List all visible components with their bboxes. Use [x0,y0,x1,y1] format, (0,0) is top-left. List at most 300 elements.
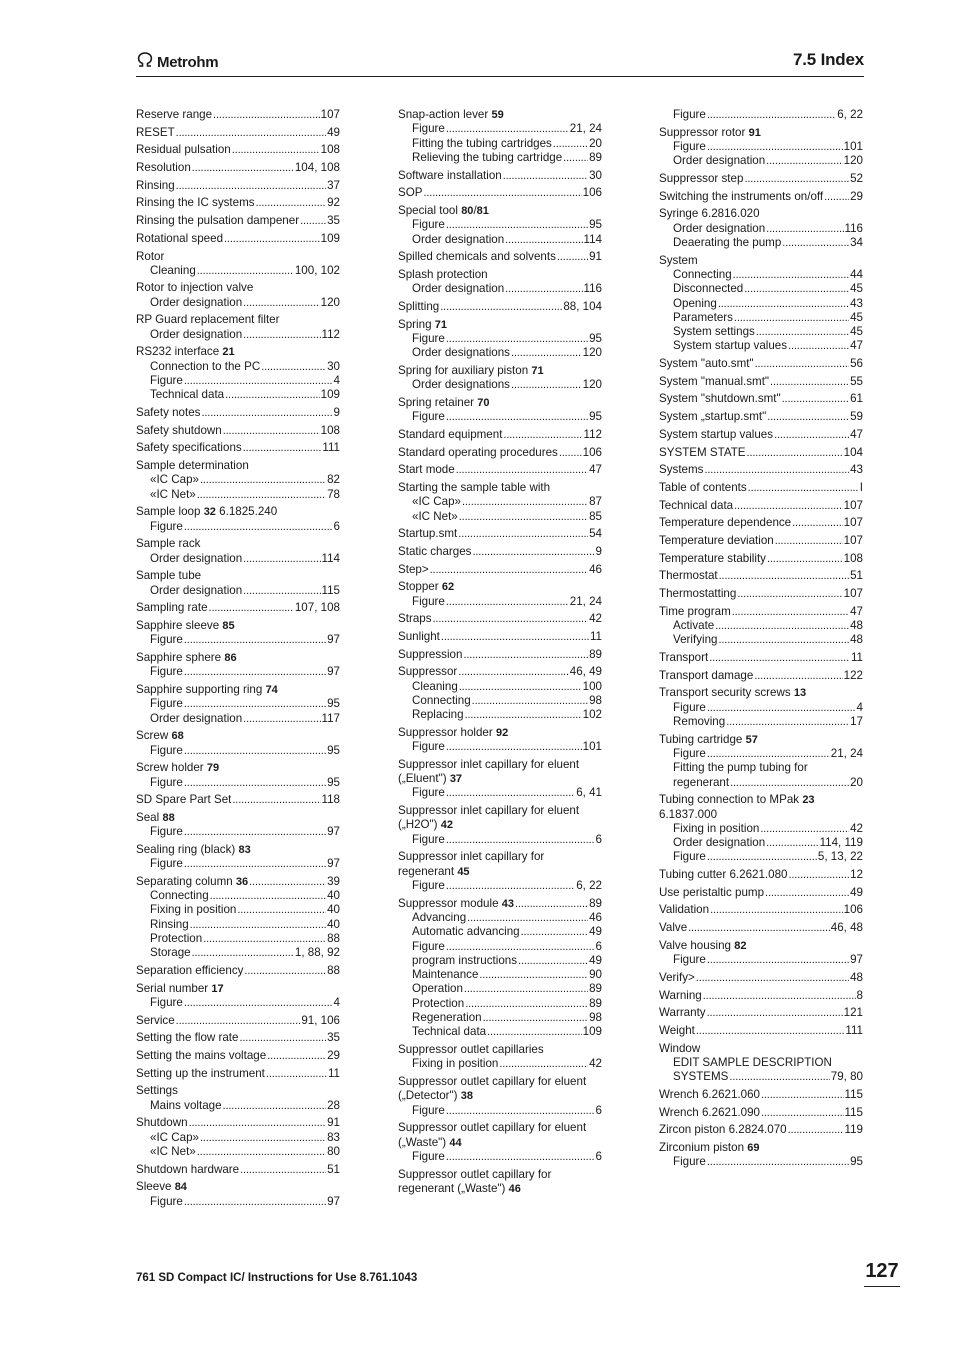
dot-leader [176,126,326,140]
index-term-text: Deaerating the pump [673,235,782,249]
index-term-text: Sapphire sphere [136,651,222,664]
dot-leader [446,786,575,800]
index-term-text: Figure [673,108,706,121]
index-term-line [398,428,602,442]
index-term-line [659,126,863,140]
index-term [412,122,445,136]
index-term [659,1123,787,1137]
index-term-text: Order designations [412,378,510,392]
page-reference: 95 [327,743,340,757]
index-term-line [398,108,602,122]
index-term [398,545,471,559]
index-term-text: Figure [412,594,445,608]
index-term [150,633,183,647]
index-term-text: Special tool [398,203,458,217]
index-term-text: Figure [150,697,183,711]
dot-leader [201,406,332,420]
index-term [136,1014,175,1028]
page-reference: 87 [589,495,602,509]
dot-leader [176,1014,301,1028]
index-subentry [398,122,602,136]
dot-leader [441,630,589,644]
dot-leader [223,424,320,438]
page-reference: 107, 108 [294,601,340,615]
index-subentry [659,297,863,311]
index-entry [659,793,863,864]
dot-leader [761,1088,844,1102]
figure-item-number: 46 [508,1182,521,1195]
index-term [412,708,464,722]
index-term-text: Technical data [412,1025,487,1039]
page-reference: I [859,480,863,494]
index-term-text: System settings [673,325,755,339]
index-subentry [659,140,863,154]
index-term [150,665,183,679]
index-term-text: EDIT SAMPLE DESCRIPTION [673,1055,832,1069]
index-term-text: System „startup.smt" [659,410,767,424]
index-term [659,1141,760,1155]
index-term-text: Rotational speed [136,231,224,245]
dot-leader [719,569,849,583]
index-term-line [659,921,863,935]
index-term [398,772,462,786]
index-term [673,619,714,633]
index-term [412,740,445,754]
index-entry [659,516,863,530]
index-term-line [659,903,863,917]
index-entry [659,971,863,985]
index-term [659,392,781,406]
index-term [398,897,514,911]
index-term-line [398,1043,602,1057]
index-term [150,1195,183,1209]
index-term [398,268,488,282]
index-subentry [659,108,863,122]
index-term [136,651,237,665]
dot-leader [446,1104,595,1118]
dot-leader [197,1145,326,1159]
index-term [136,982,224,996]
index-term-text: Advancing [412,911,467,924]
dot-leader [430,563,588,577]
figure-item-number: 86 [224,652,237,664]
index-term-text: Reserve range [136,108,213,121]
index-term [659,481,747,495]
index-subentry [136,360,340,374]
index-term-line [398,897,602,911]
index-term-text: RP Guard replacement filter [136,313,280,327]
index-term [136,1116,188,1130]
index-term [398,364,544,378]
index-term [412,879,445,893]
index-term-text: Sample tube [136,569,202,583]
index-term-line [136,811,340,825]
index-term [398,186,422,200]
index-term-text: Sampling rate [136,601,208,615]
page-reference: 98 [589,693,602,707]
index-entry [659,481,863,495]
index-subentry [136,932,340,946]
page-reference: 9 [595,544,602,558]
index-term-text: Suppressor [398,665,458,679]
index-term-text: Screw [136,729,169,743]
index-term-text: Figure [412,331,445,345]
index-term-line [136,441,340,455]
index-term-line [659,392,863,406]
index-term-text: Setting the mains voltage [136,1049,267,1063]
page-reference: 48 [850,970,863,984]
index-entry [659,1006,863,1020]
page-reference: 117 [321,711,340,725]
page-reference: 107 [320,108,340,121]
index-subentry [136,388,340,402]
index-term [412,940,445,954]
dot-leader [197,488,326,502]
index-entry [398,726,602,755]
dot-leader [747,446,843,460]
index-term [136,196,255,210]
index-term-text: Spring for auxiliary piston [398,363,529,377]
dot-leader [487,1025,582,1039]
index-term-text: Connecting [673,267,732,281]
index-term [136,619,235,633]
index-term [150,488,196,502]
index-entry [136,179,340,193]
page-reference: 61 [850,392,863,406]
index-term [136,250,164,264]
index-term [136,683,278,697]
index-term-text: Warning [659,988,702,1002]
index-term [412,982,463,996]
index-entry [659,989,863,1003]
index-term-line [659,686,863,700]
dot-leader [192,161,294,175]
index-entry [659,190,863,204]
index-entry [136,843,340,872]
index-term [136,811,175,825]
index-term-text: «IC Net» [150,1145,196,1159]
index-term-line [659,886,863,900]
dot-leader [766,154,842,168]
page-reference: 95 [327,775,340,789]
index-term-text: Shutdown hardware [136,1162,240,1176]
figure-item-number: 38 [460,1090,473,1103]
dot-leader [774,428,849,442]
dot-leader [734,499,843,513]
index-entry [398,428,602,442]
dot-leader [707,747,830,761]
page-reference: 45 [850,282,863,296]
index-term-text: („Detector") [398,1089,458,1103]
index-term [659,1088,760,1102]
index-term-line [659,605,863,619]
index-term [673,339,787,353]
dot-leader [748,481,859,495]
index-term [136,843,251,857]
index-term-text: Figure [412,740,445,754]
index-subentry [398,680,602,694]
dot-leader [696,1024,845,1038]
index-subentry [659,633,863,647]
index-term-line [136,345,340,359]
dot-leader [243,712,320,726]
page-reference: 29 [327,1049,340,1063]
index-entry [659,1088,863,1102]
index-term [673,633,717,647]
page-reference: 49 [589,925,602,939]
index-term-line [659,375,863,389]
index-term [412,694,471,708]
dot-leader [446,740,582,754]
index-term-line [659,971,863,985]
index-term [136,406,200,420]
index-subentry [136,1099,340,1113]
dot-leader [782,392,849,406]
index-subentry [136,996,340,1010]
index-subentry [398,968,602,982]
index-term [136,345,235,359]
index-term [398,300,439,314]
index-subentry [398,911,602,925]
page-reference: 114 [583,232,602,246]
index-term-text: Starting the sample table with [398,480,551,494]
index-term-line [136,964,340,978]
page-reference: 47 [589,463,602,477]
index-entry [136,214,340,228]
page-reference: 89 [589,896,602,910]
page-reference: 6 [333,519,340,533]
dot-leader [767,552,843,566]
index-subentry [136,1131,340,1145]
page-reference: 9 [333,406,340,420]
index-term-text: Connecting [412,693,471,707]
index-term-line [398,612,602,626]
figure-item-number: 32 [203,506,216,519]
index-term [412,137,552,151]
dot-leader [788,339,849,353]
index-term [136,143,231,157]
page-reference: 116 [844,221,863,235]
index-term-line [659,1042,863,1056]
page-reference: 4 [333,374,340,388]
index-term [136,1163,239,1177]
index-term-text: Maintenance [412,968,479,982]
index-subentry [398,1150,602,1164]
page-reference: 114 [321,551,340,565]
index-term [412,410,445,424]
page-reference: 95 [327,697,340,711]
index-term-line [659,808,863,822]
index-entry [659,446,863,460]
dot-leader [189,1116,327,1130]
index-term-text: Suppressor module [398,896,499,910]
page-reference: 46 [589,911,602,924]
dot-leader [707,1155,849,1169]
index-term-text: Snap-action lever [398,108,489,121]
dot-leader [505,282,582,296]
dot-leader [184,996,333,1010]
dot-leader [213,108,320,122]
index-subentry [136,552,340,566]
index-entry [659,254,863,354]
index-term [659,428,773,442]
index-term [659,733,758,747]
index-term-text: Regeneration [412,1011,482,1025]
index-term-line [659,868,863,882]
index-term-text: Zircon piston 6.2824.070 [659,1123,787,1137]
dot-leader [761,1106,844,1120]
index-term-text: Fixing in position [412,1057,499,1071]
index-term [136,161,191,175]
index-entry [659,921,863,935]
index-term [398,804,579,818]
dot-leader [446,218,588,232]
index-term [150,903,236,917]
page-reference: 39 [327,874,340,888]
page-reference: 30 [589,168,602,182]
index-subentry [398,410,602,424]
index-entry [659,651,863,665]
index-term [136,1180,187,1194]
index-term-line [659,733,863,747]
page-reference: 20 [850,775,863,789]
figure-item-number: 43 [501,897,515,910]
index-term [659,939,746,953]
page-reference: 91, 106 [301,1013,340,1027]
dot-leader [553,137,588,151]
index-term [136,214,299,228]
index-entry [136,345,340,402]
index-term-text: Figure [412,939,445,953]
index-term-line [398,818,602,832]
index-term-text: Figure [150,775,183,789]
index-term [659,921,687,935]
page-header [136,50,864,77]
dot-leader [184,374,333,388]
index-entry [136,651,340,680]
page-reference: 12 [850,868,863,882]
index-entry [659,172,863,186]
figure-item-number: 59 [491,109,504,121]
dot-leader [521,925,588,939]
index-term-line [136,126,340,140]
index-term-text: Figure [412,122,445,136]
figure-item-number: 74 [265,683,278,696]
index-subentry [659,701,863,715]
index-term-text: Temperature stability [659,551,766,565]
page-reference: 1, 88, 92 [294,946,340,960]
index-subentry [136,1145,340,1159]
index-term-text: Figure [150,825,183,839]
index-term [673,747,706,761]
index-term-line [659,463,863,477]
index-term [659,1006,706,1020]
index-term-text: („H2O") [398,818,438,832]
figure-item-number: 83 [238,843,251,856]
index-term-text: Standard equipment [398,427,503,441]
index-term-text: Sample determination [136,459,249,473]
index-term-text: Rinsing the pulsation dampener [136,214,300,228]
index-term [150,264,196,278]
index-entry [398,850,602,893]
page-number: 127 [864,1260,900,1287]
dot-leader [446,1150,595,1164]
index-term-text: Screw holder [136,761,204,775]
page-reference: 40 [327,903,340,917]
index-term-text: Order designation [673,836,766,850]
index-term-text: Opening [673,296,717,310]
index-term [412,1150,445,1164]
index-term-line [659,587,863,601]
page-reference: 35 [327,214,340,228]
index-term-line [398,204,602,218]
index-term-text: Figure [412,786,445,800]
dot-leader [459,510,588,524]
index-subentry [136,264,340,278]
dot-leader [754,669,842,683]
index-term-text: Settings [136,1084,178,1098]
index-entry [136,683,340,726]
index-subentry [398,786,602,800]
page-reference: 78 [327,487,340,501]
figure-item-number: 82 [734,939,747,952]
index-term [673,140,706,154]
dot-leader [767,410,849,424]
index-term [150,1131,199,1145]
index-subentry [136,857,340,871]
index-entry [136,505,340,534]
index-term-line [398,446,602,460]
index-term-line [398,1089,602,1103]
index-term [398,1121,586,1135]
index-term-text: SOP [398,186,423,200]
dot-leader [192,946,294,960]
page-reference: 85 [589,509,602,523]
page-reference: 102 [582,708,602,722]
index-term [412,968,478,982]
index-term [659,868,787,882]
dot-leader [256,196,327,210]
index-term [412,282,504,296]
index-subentry [398,1104,602,1118]
index-term-text: Order designations [412,346,510,360]
index-entry [136,1116,340,1159]
index-term-text: Suppressor outlet capillary for eluent [398,1075,587,1089]
dot-leader [225,388,320,402]
index-term-text: Cleaning [150,263,196,277]
figure-item-number: 45 [457,865,470,878]
index-term-text: Figure [150,1194,183,1208]
page-reference: 5, 13, 22 [817,850,863,864]
index-term [398,665,457,679]
page-reference: 108 [320,143,340,157]
dot-leader [707,108,836,122]
page-reference: 90 [589,968,602,982]
index-subentry [398,378,602,392]
index-term-line [136,281,340,295]
index-term-text: Safety specifications [136,441,242,455]
dot-leader [224,232,320,246]
index-term-text: Order designation [412,232,505,246]
index-subentry [398,595,602,609]
page-reference: 108 [320,423,340,437]
index-entry [136,729,340,758]
page-reference: 11 [327,1066,340,1080]
index-term [150,1145,196,1159]
dot-leader [184,1195,326,1209]
page-reference: 8 [856,988,863,1002]
index-term [150,328,242,342]
